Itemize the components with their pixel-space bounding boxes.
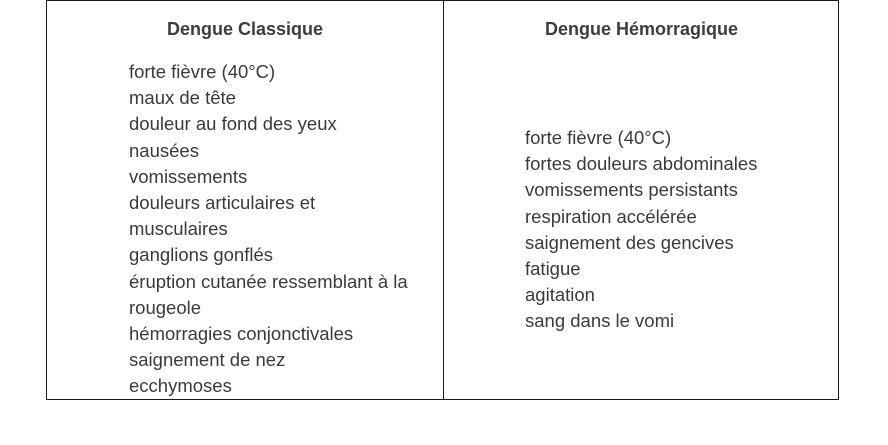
symptom-line: ganglions gonflés <box>129 244 273 266</box>
classic-symptoms-list <box>129 59 439 400</box>
symptom-line: éruption cutanée ressemblant à la <box>129 270 408 292</box>
hemorrhagic-symptoms-list <box>525 125 835 335</box>
symptom-line: douleurs articulaires et <box>129 192 316 214</box>
symptom-line: nausées <box>129 139 199 161</box>
column-header-classic: Dengue Classique <box>166 19 324 39</box>
symptom-line: saignement des gencives <box>525 231 734 253</box>
symptom-line: agitation <box>525 284 595 306</box>
column-divider <box>443 1 444 399</box>
symptom-line: ecchymoses <box>129 375 232 397</box>
symptom-line: saignement de nez <box>129 349 286 371</box>
symptom-line: vomissements <box>129 165 248 187</box>
column-header-hemorrhagic: Dengue Hémorragique <box>544 19 739 39</box>
symptom-line: respiration accélérée <box>525 205 697 227</box>
symptom-line: douleur au fond des yeux <box>129 113 337 135</box>
symptom-line: maux de tête <box>129 87 236 109</box>
symptom-line: forte fièvre (40°C) <box>129 61 276 82</box>
symptom-line: fatigue <box>525 258 581 280</box>
symptom-line: sang dans le vomi <box>525 310 675 332</box>
symptoms-table <box>46 0 839 400</box>
symptom-line: forte fièvre (40°C) <box>525 127 672 148</box>
symptom-line: hémorragies conjonctivales <box>129 323 354 345</box>
symptom-line: rougeole <box>129 296 202 318</box>
symptom-line: fortes douleurs abdominales <box>525 153 758 175</box>
symptom-line: musculaires <box>129 218 228 240</box>
symptom-line: vomissements persistants <box>525 179 738 201</box>
